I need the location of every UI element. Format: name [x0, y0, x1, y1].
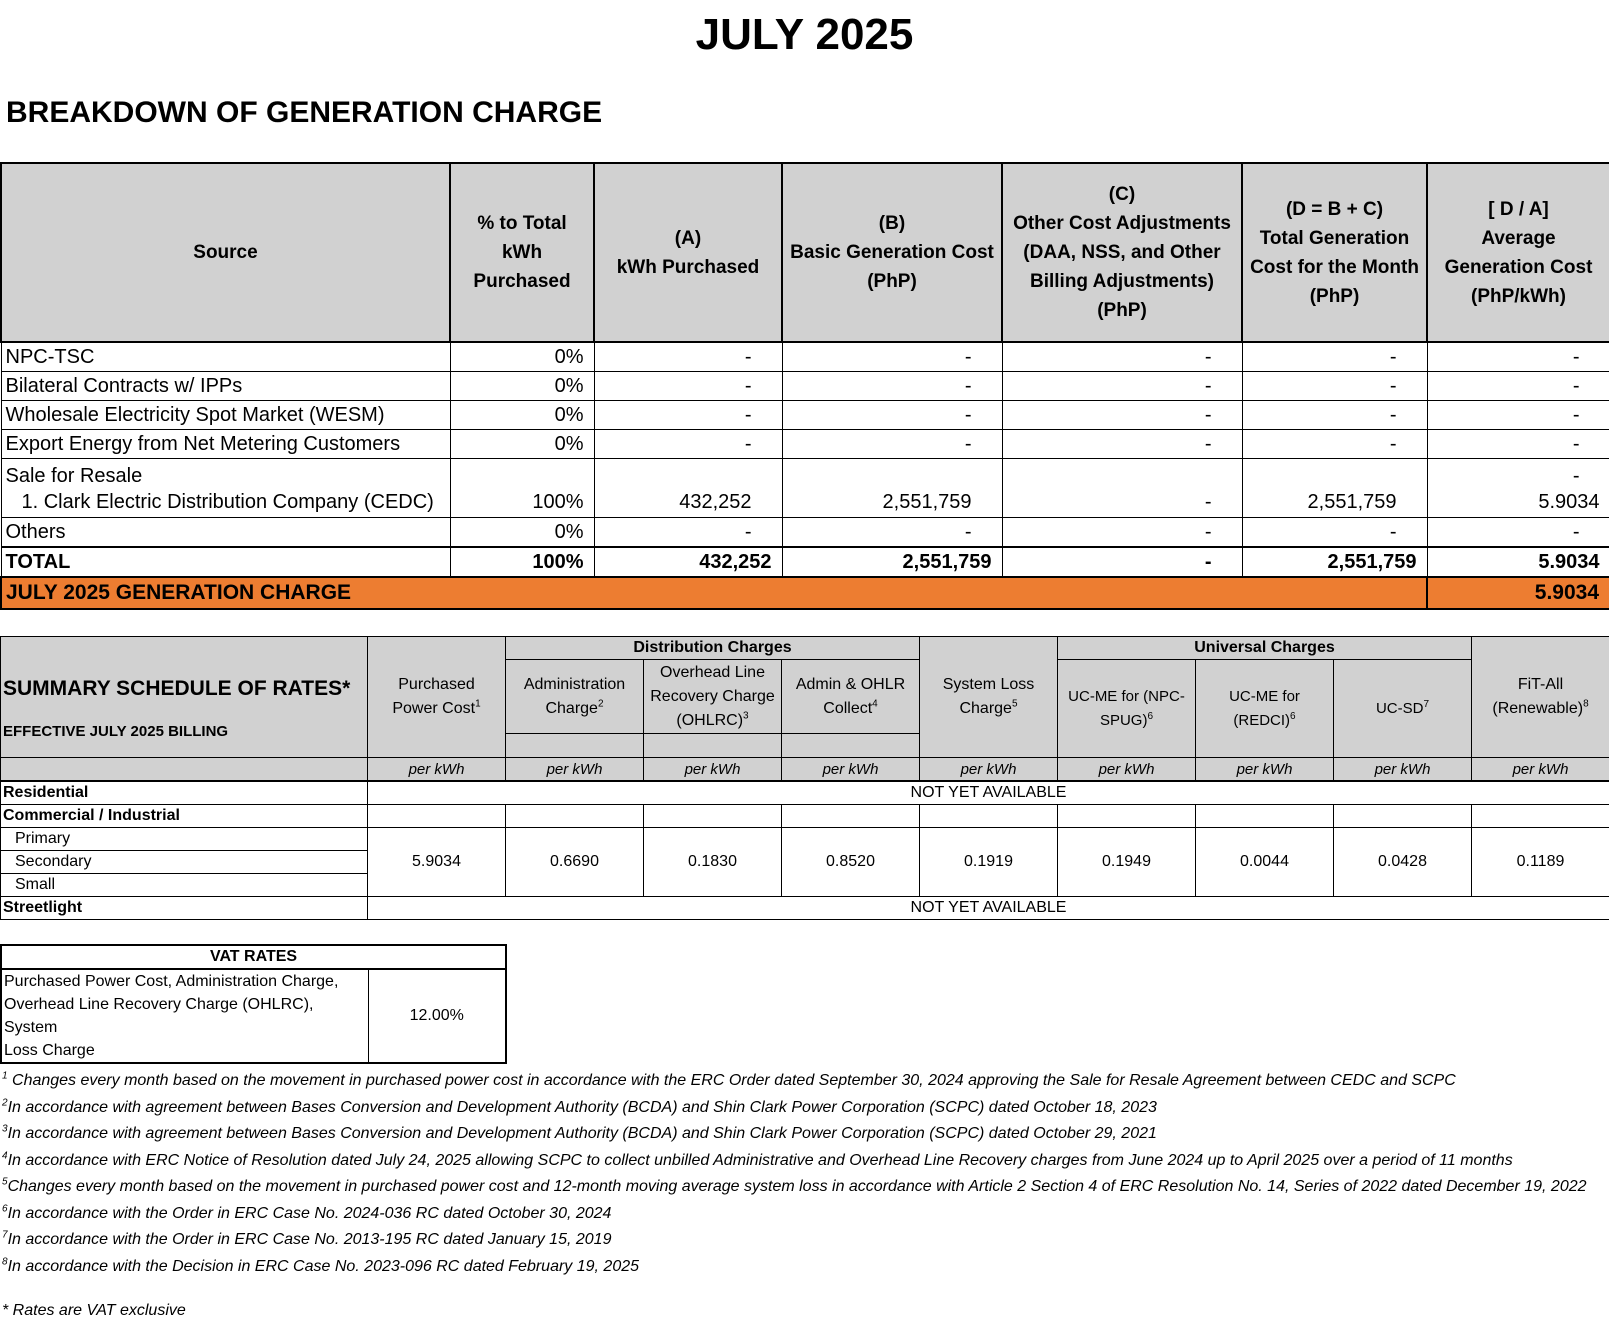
source-cell — [1, 459, 450, 518]
total-cost-cell: - — [1242, 372, 1427, 401]
kwh-cell: - — [594, 342, 782, 372]
vat-value: 12.00% — [368, 969, 506, 1063]
header-line: % to Total — [477, 213, 567, 234]
footnote-text: Changes every month based on the movement in purchased power cost and 12-month moving average system loss in accordance with Article 2 Section 4 of ERC Resolution No. 14, Series of 2022 dated December 19, 2022 — [7, 1178, 1587, 1195]
table-row-commercial — [1, 805, 1609, 828]
footnote-ref: 8 — [1583, 698, 1589, 710]
table-row — [1, 430, 1609, 459]
table-row-total — [1, 547, 1609, 577]
empty-cell — [368, 805, 506, 828]
avg-cost-cell — [1427, 459, 1609, 518]
generation-charge-value: 5.9034 — [1427, 577, 1609, 609]
basic-cost-cell: 2,551,759 — [782, 547, 1002, 577]
col-header-collect — [782, 660, 920, 734]
unit-cell: per kWh — [506, 758, 644, 782]
footnote — [2, 1174, 1607, 1201]
row-label-commercial: Commercial / Industrial — [1, 805, 368, 828]
footnote-text: In accordance with the Order in ERC Case No. 2024-036 RC dated October 30, 2024 — [7, 1204, 612, 1222]
value-admin: 0.6690 — [506, 828, 644, 897]
header-line: Cost for the Month — [1250, 256, 1419, 278]
unit-cell: per kWh — [782, 758, 920, 782]
header-line: [ D / A] — [1488, 198, 1549, 220]
source-cell: Others — [1, 518, 450, 548]
other-adj-cell: - — [1002, 372, 1242, 401]
vat-label-line: Loss Charge — [4, 1042, 95, 1059]
footnote-ref: 4 — [872, 698, 878, 710]
header-line: Other Cost Adjustments — [1013, 213, 1231, 234]
header-line: Billing Adjustments) — [1029, 271, 1215, 292]
header-line: Purchased — [398, 676, 475, 693]
other-adj-cell: - — [1002, 401, 1242, 430]
header-line: kWh Purchased — [616, 256, 760, 278]
col-header-sysloss — [920, 637, 1058, 758]
footnote — [2, 1095, 1607, 1122]
total-cost-cell: - — [1242, 430, 1427, 459]
header-line: Average — [1481, 227, 1556, 249]
header-line: kWh — [501, 242, 543, 263]
other-adj-cell: - — [1002, 342, 1242, 372]
empty-cell — [1334, 805, 1472, 828]
source-cell: NPC-TSC — [1, 342, 450, 372]
basic-cost-cell: - — [782, 430, 1002, 459]
empty-cell — [1058, 805, 1196, 828]
avg-cost-cell: - — [1427, 430, 1609, 459]
footnote-ref: 6 — [1147, 710, 1154, 722]
footnote — [2, 1148, 1607, 1175]
unit-cell: per kWh — [368, 758, 506, 782]
table-row — [1, 372, 1609, 401]
header-line: (A) — [674, 227, 702, 249]
kwh-cell: - — [594, 372, 782, 401]
header-line: (Renewable) — [1492, 700, 1584, 717]
pct-cell: 0% — [450, 518, 594, 548]
header-line: Collect — [823, 699, 873, 717]
vat-label — [1, 969, 368, 1063]
unit-blank — [1, 758, 368, 782]
header-line: (D = B + C) — [1285, 198, 1384, 220]
other-adj-cell: - — [1002, 518, 1242, 548]
generation-charge-label: JULY 2025 GENERATION CHARGE — [1, 577, 1427, 609]
header-line: (OHLRC) — [676, 711, 744, 729]
not-available-cell: NOT YET AVAILABLE — [368, 781, 1609, 805]
footnote-num: 3 — [2, 1123, 8, 1135]
col-header-ohlrc — [644, 660, 782, 734]
pct-cell: 0% — [450, 401, 594, 430]
empty-cell — [782, 805, 920, 828]
rates-effective: EFFECTIVE JULY 2025 BILLING — [3, 722, 229, 740]
footnote-num: 5 — [2, 1176, 8, 1188]
col-header-average-cost — [1427, 163, 1609, 342]
value-collect: 0.8520 — [782, 828, 920, 897]
generation-charge-row — [1, 577, 1609, 609]
table-header-row — [1, 163, 1609, 342]
avg-cost-cell: - — [1427, 518, 1609, 548]
vat-rates-table — [0, 944, 507, 1064]
col-header-basic-cost — [782, 163, 1002, 342]
header-line: Generation Cost — [1444, 256, 1593, 278]
col-header-source: Source — [1, 163, 450, 342]
footnote — [2, 1121, 1607, 1148]
header-line: UC-ME for — [1229, 687, 1300, 705]
header-line: Recovery Charge — [650, 687, 775, 705]
row-label-streetlight: Streetlight — [1, 897, 368, 920]
total-cost-cell: - — [1242, 518, 1427, 548]
basic-cost-cell: - — [782, 401, 1002, 430]
footnote-text: In accordance with agreement between Bases Conversion and Development Authority (BCDA) and Shin Clark Power Corporation (SCPC) dated October 29, 2021 — [7, 1125, 1157, 1142]
col-header-kwh — [594, 163, 782, 342]
header-line: Overhead Line — [660, 663, 765, 681]
value-fit: 0.1189 — [1472, 828, 1609, 897]
row-label-residential: Residential — [1, 781, 368, 805]
empty-cell — [1472, 805, 1609, 828]
col-header-total-cost — [1242, 163, 1427, 342]
basic-cost-cell: - — [782, 518, 1002, 548]
footnote — [2, 1254, 1607, 1281]
col-header-ppc — [368, 637, 506, 758]
header-line: Basic Generation Cost — [790, 242, 994, 263]
footnote-ref: 1 — [475, 698, 481, 710]
group-header-universal: Universal Charges — [1058, 637, 1472, 660]
resale-avg-value: 5.9034 — [1538, 491, 1600, 513]
row-label-secondary: Secondary — [1, 851, 368, 874]
resale-label: Sale for Resale — [5, 465, 143, 487]
header-line: Administration — [523, 675, 626, 693]
header-line: (C) — [1108, 184, 1136, 205]
header-line: FiT-All — [1517, 676, 1564, 693]
page-title: JULY 2025 — [695, 10, 914, 59]
footnote-ref: 3 — [743, 710, 749, 722]
pct-cell: 0% — [450, 430, 594, 459]
resale-item-label: 1. Clark Electric Distribution Company (CEDC) — [21, 491, 434, 513]
rates-summary-table — [0, 636, 1609, 920]
footnote-text: In accordance with agreement between Bases Conversion and Development Authority (BCDA) and Shin Clark Power Corporation (SCPC) dated October 18, 2023 — [7, 1098, 1157, 1116]
rates-title: SUMMARY SCHEDULE OF RATES* — [3, 676, 351, 700]
footnote-text: In accordance with ERC Notice of Resolution dated July 24, 2025 allowing SCPC to collect unbilled Administrative and Overhead Line Recovery charges from June 2024 up to April 2025 over a period of 11 months — [7, 1151, 1513, 1169]
header-line: Power Cost — [392, 700, 476, 717]
header-line: Charge — [545, 699, 598, 717]
table-row — [1, 518, 1609, 548]
footnote-ref: 5 — [1011, 698, 1018, 710]
empty-cell — [1196, 805, 1334, 828]
unit-cell: per kWh — [1472, 758, 1609, 782]
row-label-primary: Primary — [1, 828, 368, 851]
footnote-ref: 7 — [1423, 698, 1430, 710]
table-row-streetlight — [1, 897, 1609, 920]
value-ucme-redci: 0.0044 — [1196, 828, 1334, 897]
avg-cost-cell: - — [1427, 401, 1609, 430]
empty-cell — [920, 805, 1058, 828]
value-ohlrc: 0.1830 — [644, 828, 782, 897]
footnotes — [2, 1068, 1607, 1280]
avg-cost-cell: - — [1427, 342, 1609, 372]
source-cell: Export Energy from Net Metering Customers — [1, 430, 450, 459]
header-line: Purchased — [473, 271, 571, 292]
col-header-admin — [506, 660, 644, 734]
table-row-residential — [1, 781, 1609, 805]
unit-cell: per kWh — [644, 758, 782, 782]
footnote-num: 7 — [2, 1229, 8, 1241]
source-cell: Bilateral Contracts w/ IPPs — [1, 372, 450, 401]
footnote-ref: 2 — [597, 698, 604, 710]
value-ppc: 5.9034 — [368, 828, 506, 897]
table-row — [1, 342, 1609, 372]
total-cost-cell: - — [1242, 342, 1427, 372]
header-line: (PhP) — [867, 271, 917, 292]
col-header-pct — [450, 163, 594, 342]
empty-cell — [644, 805, 782, 828]
footnote-num: 2 — [2, 1097, 8, 1109]
footnote-num: 1 — [2, 1070, 8, 1082]
table-row-primary — [1, 828, 1609, 851]
avg-cost-cell: 5.9034 — [1427, 547, 1609, 577]
footnote-num: 4 — [2, 1150, 8, 1162]
col-header-other-adjustments — [1002, 163, 1242, 342]
total-cost-cell: 2,551,759 — [1242, 459, 1427, 518]
header-line: Charge — [959, 700, 1012, 717]
header-line: Total Generation — [1259, 227, 1410, 249]
header-line: (PhP) — [1097, 300, 1147, 321]
kwh-cell: 432,252 — [594, 459, 782, 518]
col-header-ucme-redci — [1196, 660, 1334, 758]
header-line: (PhP/kWh) — [1471, 285, 1566, 307]
col-header-ucsd — [1334, 660, 1472, 758]
other-adj-cell: - — [1002, 430, 1242, 459]
unit-row — [1, 758, 1609, 782]
footnote-num: 8 — [2, 1256, 8, 1268]
basic-cost-cell: 2,551,759 — [782, 459, 1002, 518]
vat-exclusive-note: * Rates are VAT exclusive — [2, 1302, 186, 1319]
footnote — [2, 1201, 1607, 1228]
kwh-cell: - — [594, 430, 782, 459]
value-ucsd: 0.0428 — [1334, 828, 1472, 897]
not-available-cell: NOT YET AVAILABLE — [368, 897, 1609, 920]
pct-cell: 100% — [450, 459, 594, 518]
rates-title-cell — [1, 637, 368, 758]
unit-cell: per kWh — [1058, 758, 1196, 782]
resale-avg-top: - — [1572, 465, 1580, 487]
kwh-cell: 432,252 — [594, 547, 782, 577]
total-cost-cell: 2,551,759 — [1242, 547, 1427, 577]
table-row-resale — [1, 459, 1609, 518]
header-line: UC-SD — [1375, 699, 1424, 717]
pct-cell: 100% — [450, 547, 594, 577]
blank-header-cell — [506, 734, 644, 758]
other-adj-cell: - — [1002, 459, 1242, 518]
header-line: SPUG) — [1099, 711, 1148, 729]
row-label-small: Small — [1, 874, 368, 897]
header-line: (REDCI) — [1233, 711, 1291, 729]
footnote — [2, 1227, 1607, 1254]
footnote-num: 6 — [2, 1203, 8, 1215]
footnote-text: In accordance with the Order in ERC Case No. 2013-195 RC dated January 15, 2019 — [7, 1231, 612, 1248]
group-header-distribution: Distribution Charges — [506, 637, 920, 660]
empty-cell — [506, 805, 644, 828]
value-ucme-npc: 0.1949 — [1058, 828, 1196, 897]
footnote-text: In accordance with the Decision in ERC Case No. 2023-096 RC dated February 19, 2025 — [7, 1257, 640, 1275]
col-header-ucme-npc — [1058, 660, 1196, 758]
header-line: System Loss — [942, 676, 1035, 693]
header-line: (PhP) — [1309, 285, 1360, 307]
col-header-fit — [1472, 637, 1609, 758]
other-adj-cell: - — [1002, 547, 1242, 577]
header-line: (B) — [878, 213, 906, 234]
unit-cell: per kWh — [920, 758, 1058, 782]
footnote — [2, 1068, 1607, 1095]
unit-cell: per kWh — [1196, 758, 1334, 782]
total-label: TOTAL — [1, 547, 450, 577]
kwh-cell: - — [594, 401, 782, 430]
footnote-ref: 6 — [1290, 710, 1296, 722]
vat-label-line: Purchased Power Cost, Administration Charge, — [4, 973, 339, 990]
header-line: UC-ME for (NPC- — [1068, 687, 1185, 705]
footnote-text: Changes every month based on the movement in purchased power cost in accordance with the ERC Order dated September 30, 2024 approving the Sale for Resale Agreement between CEDC and SCPC — [7, 1072, 1456, 1089]
value-sysloss: 0.1919 — [920, 828, 1058, 897]
header-line: (DAA, NSS, and Other — [1023, 242, 1221, 263]
vat-label-line: Overhead Line Recovery Charge (OHLRC), System — [4, 996, 314, 1036]
header-line: Admin & OHLR — [795, 675, 906, 693]
pct-cell: 0% — [450, 342, 594, 372]
blank-header-cell — [644, 734, 782, 758]
table-row — [1, 401, 1609, 430]
vat-header: VAT RATES — [1, 945, 506, 969]
unit-cell: per kWh — [1334, 758, 1472, 782]
basic-cost-cell: - — [782, 342, 1002, 372]
kwh-cell: - — [594, 518, 782, 548]
blank-header-cell — [782, 734, 920, 758]
section-title: BREAKDOWN OF GENERATION CHARGE — [6, 96, 603, 129]
source-cell: Wholesale Electricity Spot Market (WESM) — [1, 401, 450, 430]
total-cost-cell: - — [1242, 401, 1427, 430]
basic-cost-cell: - — [782, 372, 1002, 401]
pct-cell: 0% — [450, 372, 594, 401]
avg-cost-cell: - — [1427, 372, 1609, 401]
generation-charge-table — [0, 162, 1609, 610]
